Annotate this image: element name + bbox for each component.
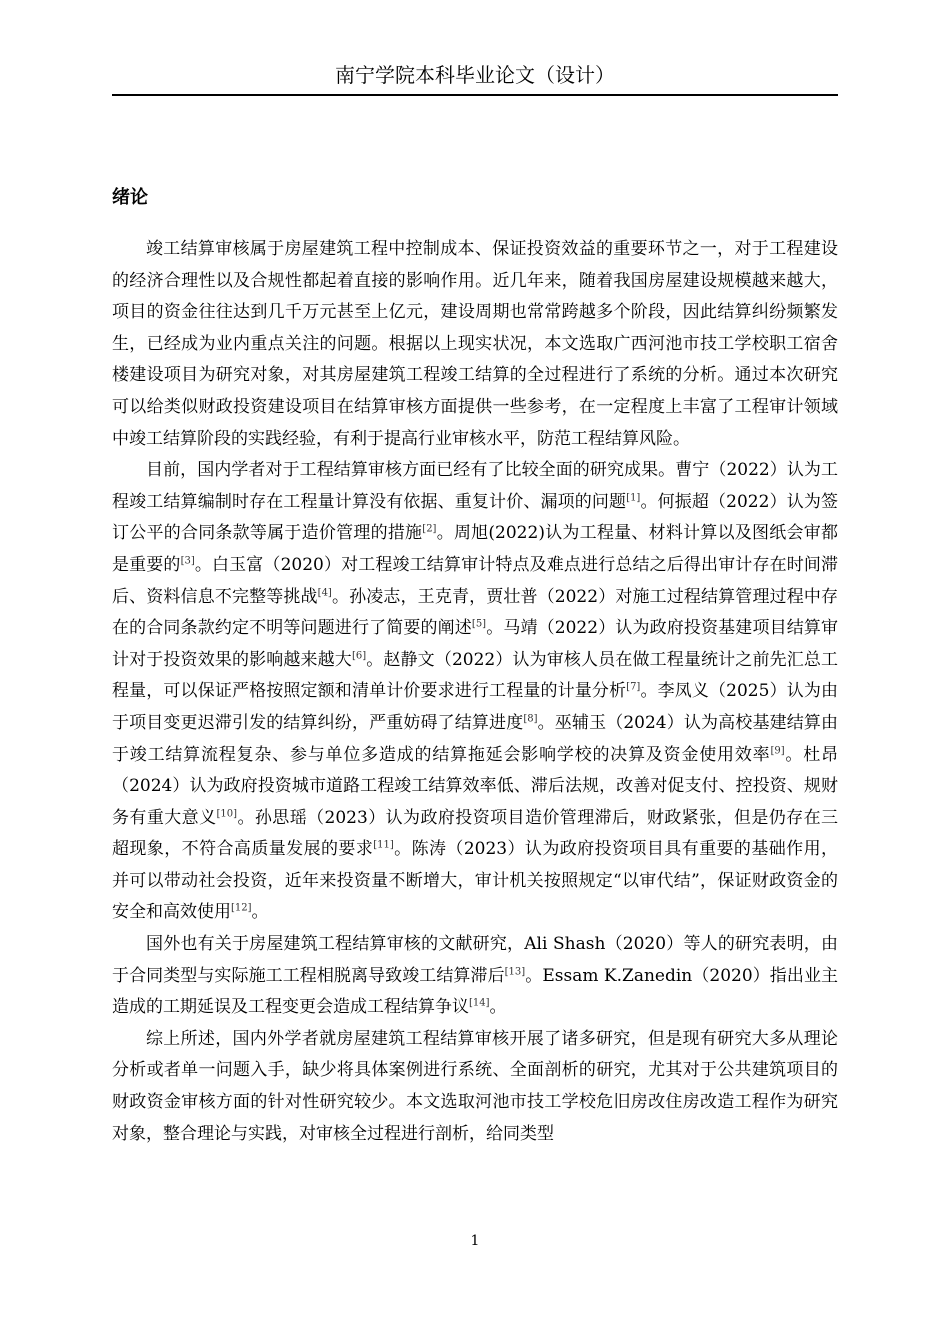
paragraph-text: 。巫辅玉（2024）认为高校基建结算由于竣工结算流程复杂、参与单位多造成的结算拖延会影响学校的决算及资金使用效率	[112, 712, 839, 765]
citation-marker: [12]	[231, 902, 252, 914]
paragraph	[112, 1024, 838, 1150]
paragraph-text: 。	[251, 902, 269, 923]
paragraph-text: 。孙思瑶（2023）认为政府投资项目造价管理滞后，财政紧张，但是仍存在三超现象，不符合高质量发展的要求	[112, 807, 839, 860]
page-header-title: 南宁学院本科毕业论文（设计）	[335, 63, 615, 87]
paragraph-text: 。赵静文（2022）认为审核人员在做工程量统计之前先汇总工程量，可以保证严格按照定额和清单计价要求进行工程量的计量分析	[112, 649, 839, 702]
paragraph-text: 。杜昂（2024）认为政府投资城市道路工程竣工结算效率低、滞后法规，改善对促支付、控投资、规财务有重大意义	[112, 744, 839, 828]
citation-marker: [2]	[422, 523, 437, 535]
paragraph-text: 。白玉富（2020）对工程竣工结算审计特点及难点进行总结之后得出审计存在时间滞后、资料信息不完整等挑战	[112, 554, 839, 607]
citation-marker: [5]	[471, 618, 487, 630]
paragraph-text: 。孙凌志，王克青，贾壮普（2022）对施工过程结算管理过程中存在的合同条款约定不明等问题进行了简要的阐述	[112, 586, 839, 639]
paragraph-text: 。Essam K.Zanedin（2020）指出业主造成的工期延误及工程变更会造成工程结算争议	[112, 965, 839, 1018]
page-number: 1	[470, 1233, 480, 1249]
citation-marker: [1]	[626, 492, 641, 504]
paragraph	[112, 929, 838, 1024]
paragraph-text: 。	[489, 997, 507, 1018]
paragraph-text: 。何振超（2022）认为签订公平的合同条款等属于造价管理的措施	[112, 491, 838, 544]
paragraph-text: 。马靖（2022）认为政府投资基建项目结算审计对于投资效果的影响越来越大	[112, 618, 838, 670]
citation-marker: [3]	[180, 555, 195, 567]
citation-marker: [8]	[523, 713, 538, 725]
citation-marker: [10]	[216, 808, 238, 820]
paragraph	[112, 455, 838, 929]
citation-marker: [14]	[469, 997, 490, 1009]
citation-marker: [13]	[504, 966, 526, 977]
paragraph-text: 国外也有关于房屋建筑工程结算审核的文献研究，Ali Shash（2020）等人的研究表明，由于合同类型与实际施工工程相脱离导致竣工结算滞后	[112, 934, 838, 986]
citation-marker: [4]	[317, 586, 332, 598]
page-header	[112, 60, 838, 96]
citation-marker: [7]	[626, 681, 641, 693]
paragraph-text: 目前，国内学者对于工程结算审核方面已经有了比较全面的研究成果。曹宁（2022）认为工程竣工结算编制时存在工程量计算没有依据、重复计价、漏项的问题	[112, 460, 838, 512]
citation-marker: [6]	[351, 650, 367, 662]
paragraph-text: 竣工结算审核属于房屋建筑工程中控制成本、保证投资效益的重要环节之一，对于工程建设的经济合理性以及合规性都起着直接的影响作用。近几年来，随着我国房屋建设规模越来越大，项目的资金往往达到几千万元甚至上亿元，建设周期也常常跨越多个阶段，因此结算纠纷频繁发生，已经成为业内重点关注的问题。根据以上现实状况，本文选取广西河池市技工学校职工宿舍楼建设项目为研究对象，对其房屋建筑工程竣工结算的全过程进行了系统的分析。通过本次研究可以给类似财政投资建设项目在结算审核方面提供一些参考，在一定程度上丰富了工程审计领域中竣工结算阶段的实践经验，有利于提高行业审核水平，防范工程结算风险。	[112, 239, 838, 449]
section-title: 绪论	[112, 187, 148, 208]
paragraph	[112, 234, 838, 455]
citation-marker: [11]	[373, 839, 394, 851]
paragraph-text: 综上所述，国内外学者就房屋建筑工程结算审核开展了诸多研究，但是现有研究大多从理论分析或者单一问题入手，缺少将具体案例进行系统、全面剖析的研究，尤其对于公共建筑项目的财政资金审核方面的针对性研究较少。本文选取河池市技工学校危旧房改住房改造工程作为研究对象，整合理论与实践，对审核全过程进行剖析，给同类型	[112, 1028, 838, 1144]
paragraph-text: 。陈涛（2023）认为政府投资项目具有重要的基础作用，并可以带动社会投资，近年来投资量不断增大，审计机关按照规定“以审代结”，保证财政资金的安全和高效使用	[112, 839, 838, 923]
paragraph-text: 。周旭(2022)认为工程量、材料计算以及图纸会审都是重要的	[112, 523, 839, 575]
citation-marker: [9]	[770, 744, 785, 756]
main-content	[112, 186, 838, 1150]
paragraph-text: 。李凤义（2025）认为由于项目变更迟滞引发的结算纠纷，严重妨碍了结算进度	[112, 681, 838, 733]
body-text	[112, 234, 838, 1150]
